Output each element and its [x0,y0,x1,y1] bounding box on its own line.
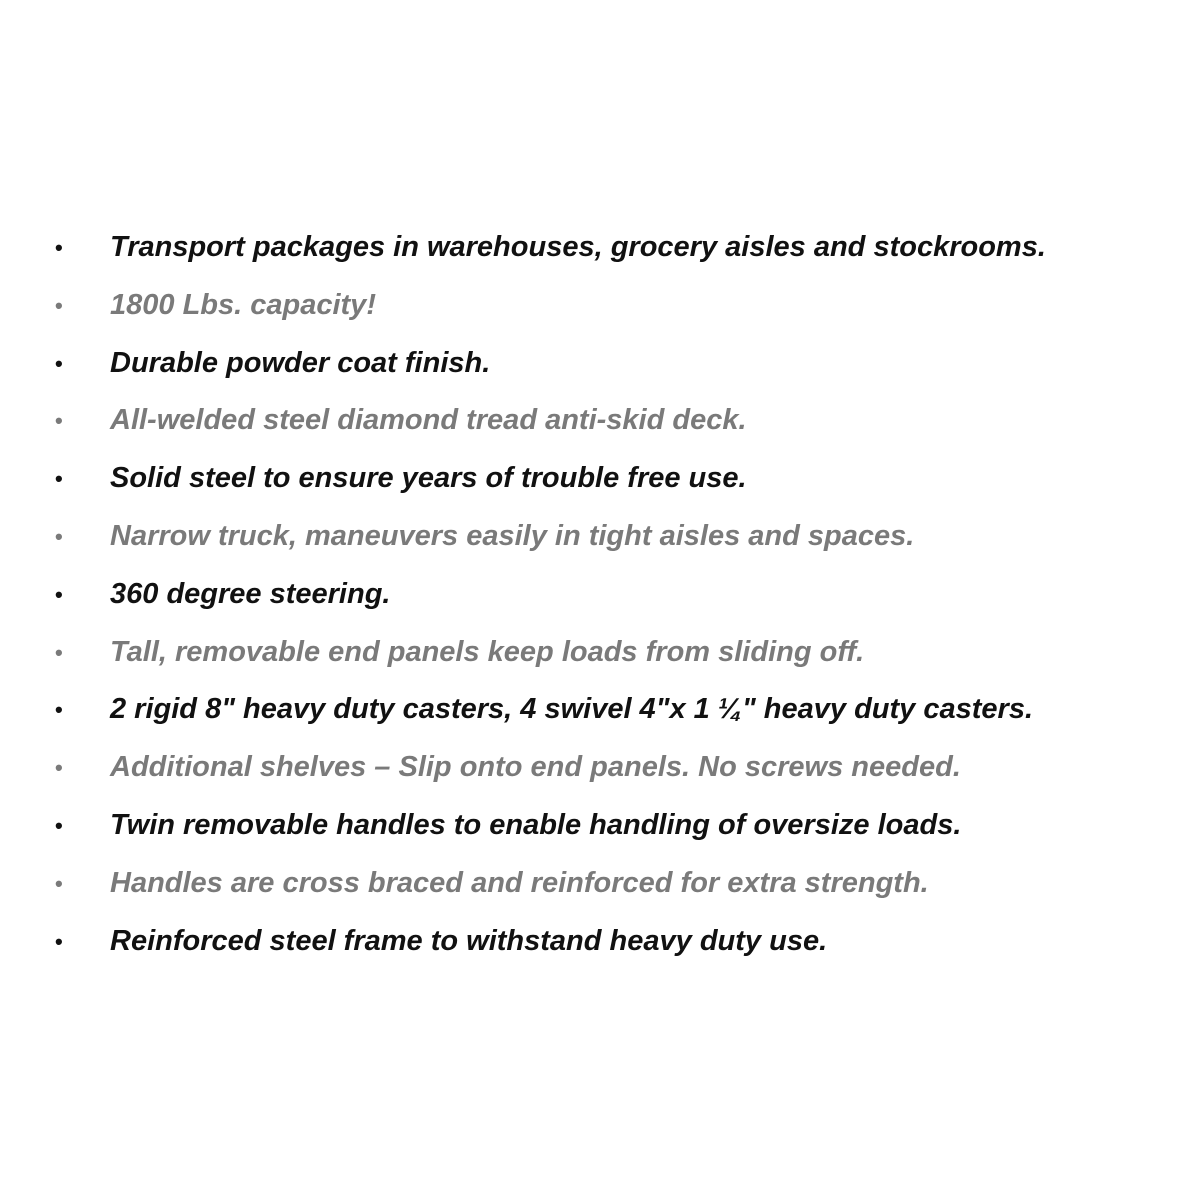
feature-list-item [0,277,1200,335]
bullet-icon: • [55,812,63,838]
feature-list-item [0,450,1200,508]
feature-list-item [0,739,1200,797]
feature-text: Transport packages in warehouses, grocery aisles and stockrooms. [110,231,1046,263]
feature-list-item [0,566,1200,624]
bullet-icon: • [55,408,63,434]
feature-text: Twin removable handles to enable handling of oversize loads. [110,808,962,841]
bullet-icon: • [55,581,63,607]
feature-text: Durable powder coat finish. [110,346,491,379]
feature-text: All-welded steel diamond tread anti-skid deck. [110,404,747,437]
feature-list-item [0,681,1200,739]
bullet-icon: • [55,523,63,549]
feature-text: Handles are cross braced and reinforced for extra strength. [110,866,929,899]
bullet-icon: • [55,755,63,781]
bullet-icon: • [55,350,63,376]
feature-text: 2 rigid 8" heavy duty casters, 4 swivel 4"x 1 ¼" heavy duty casters. [110,693,1034,726]
feature-text: Reinforced steel frame to withstand heavy duty use. [110,924,828,957]
feature-text: 360 degree steering. [110,577,391,610]
feature-list [0,219,1200,970]
feature-list-item [0,855,1200,913]
bullet-icon: • [55,928,63,954]
feature-text: Additional shelves – Slip onto end panels. No screws needed. [110,751,961,784]
feature-list-item [0,624,1200,682]
feature-text: Narrow truck, maneuvers easily in tight aisles and spaces. [110,519,915,552]
feature-list-item [0,797,1200,855]
feature-text: Tall, removable end panels keep loads from sliding off. [110,635,865,668]
bullet-icon: • [55,697,63,723]
feature-list-item [0,219,1200,277]
bullet-icon: • [55,639,63,665]
feature-text: 1800 Lbs. capacity! [110,288,376,321]
feature-list-item [0,508,1200,566]
feature-text: Solid steel to ensure years of trouble free use. [110,462,747,495]
bullet-icon: • [55,870,63,896]
feature-list-item [0,392,1200,450]
bullet-icon: • [55,235,63,260]
feature-list-item [0,335,1200,393]
bullet-icon: • [55,292,63,318]
feature-list-item [0,913,1200,971]
bullet-icon: • [55,466,63,492]
